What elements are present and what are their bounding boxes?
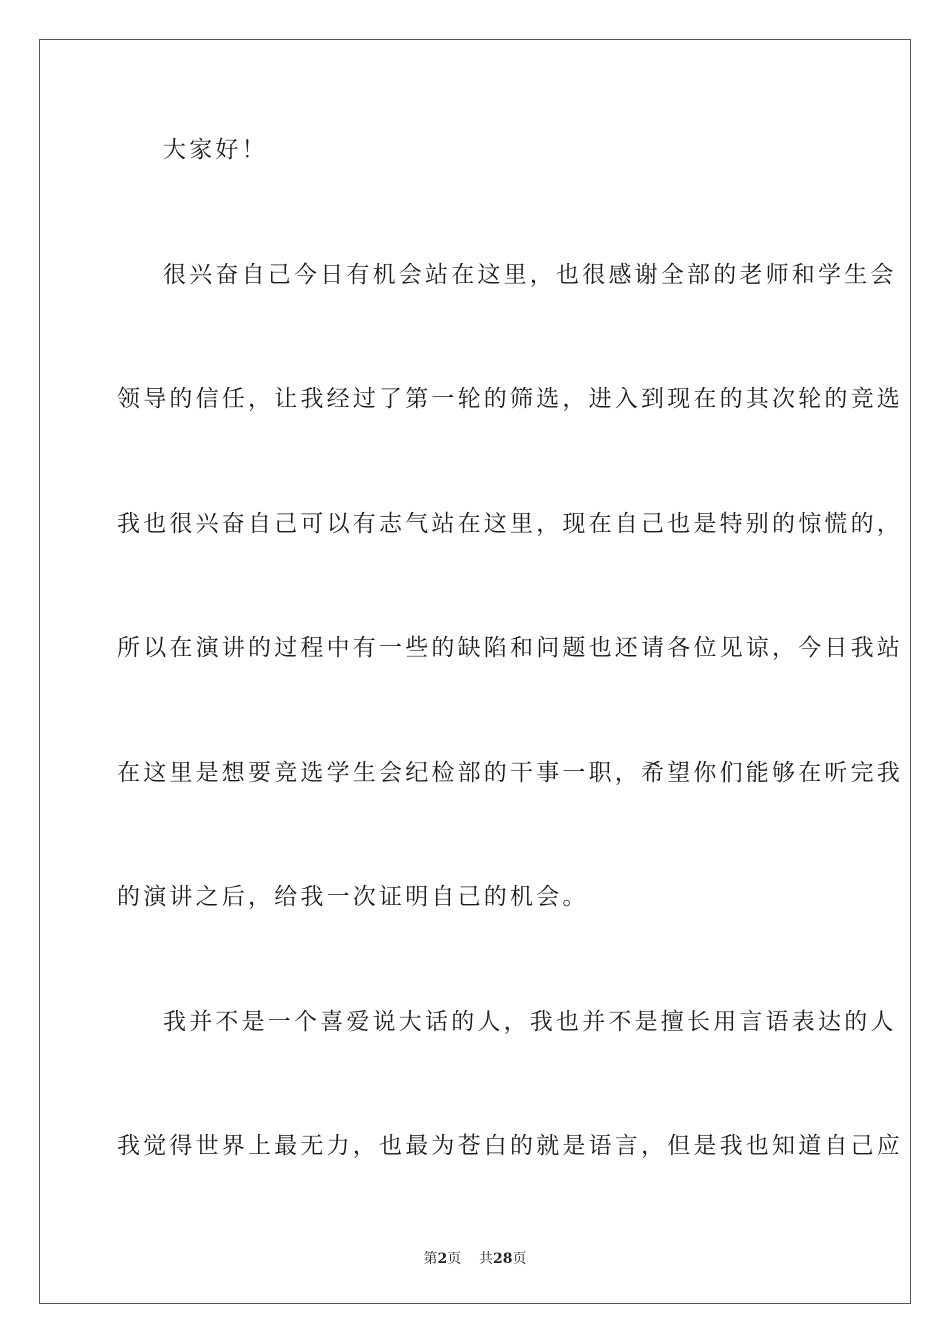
total-suffix: 页 — [512, 1251, 527, 1267]
paragraph-line: 我觉得世界上最无力，也最为苍白的就是语言，但是我也知道自己应 — [117, 1133, 903, 1159]
page-suffix: 页 — [447, 1251, 462, 1267]
page-border — [39, 39, 911, 1304]
total-prefix: 共 — [479, 1251, 494, 1267]
paragraph-line: 领导的信任，让我经过了第一轮的筛选，进入到现在的其次轮的竞选 — [117, 386, 903, 412]
paragraph-line: 很兴奋自己今日有机会站在这里，也很感谢全部的老师和学生会 — [163, 262, 897, 288]
paragraph-line: 在这里是想要竞选学生会纪检部的干事一职，希望你们能够在听完我 — [117, 760, 903, 786]
paragraph-line: 所以在演讲的过程中有一些的缺陷和问题也还请各位见谅，今日我站 — [117, 635, 903, 661]
total-pages: 28 — [493, 1251, 513, 1267]
page-prefix: 第 — [423, 1251, 438, 1267]
greeting-line: 大家好！ — [163, 137, 268, 163]
page-footer — [0, 1248, 950, 1268]
paragraph-line: 我也很兴奋自己可以有志气站在这里，现在自己也是特别的惊慌的， — [117, 511, 903, 537]
paragraph-line: 的演讲之后，给我一次证明自己的机会。 — [117, 884, 589, 910]
page-number: 2 — [437, 1251, 448, 1267]
paragraph-line: 我并不是一个喜爱说大话的人，我也并不是擅长用言语表达的人 — [163, 1009, 897, 1035]
